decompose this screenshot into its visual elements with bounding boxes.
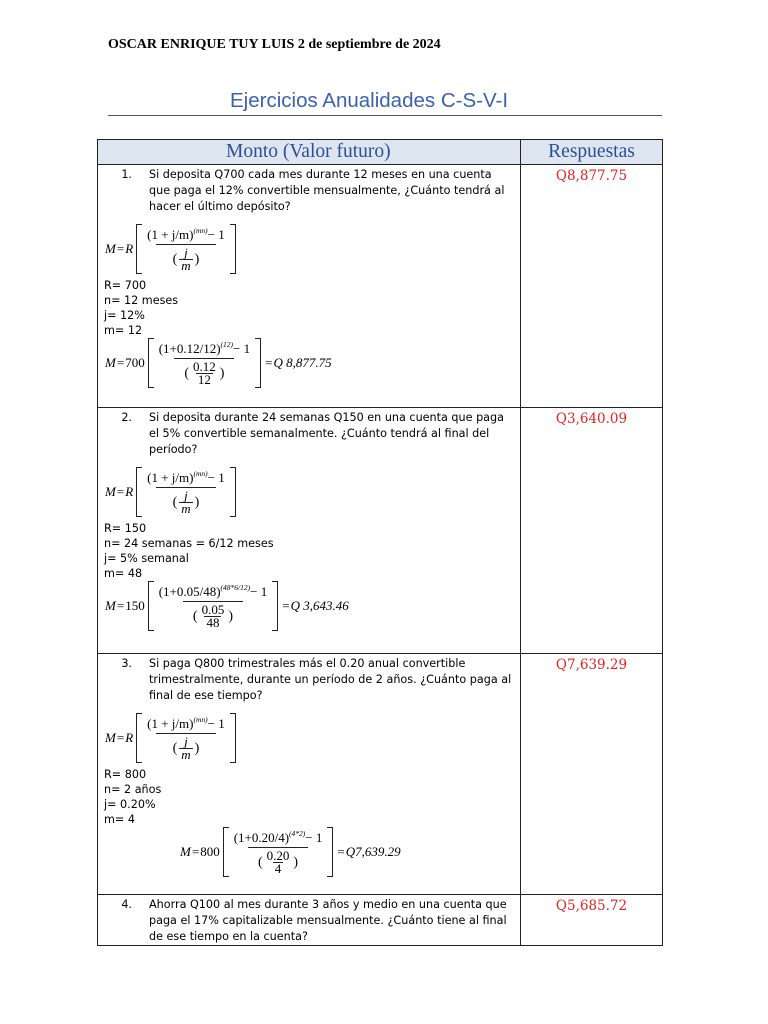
exercise-cell (98, 408, 521, 654)
calculation-formula: M = 150 $(1+0.05/48)^{(48*6/12)}- 1$ ( 0.05 48 ) = Q 3,643.46 (105, 583, 349, 630)
exercise-cell (98, 654, 521, 895)
calculation-formula: M = 700 $(1+0.12/12)^{(12)}- 1$ ( 0.12 12 ) = Q 8,877.75 (105, 340, 332, 387)
table-row (98, 895, 663, 946)
header-cell-answers: Respuestas (521, 140, 663, 165)
table-header-row (98, 140, 663, 165)
calculation-formula: M = 800 $(1+0.20/4)^{(4*2)}- 1$ ( 0.20 4 ) = Q7,639.29 (180, 829, 401, 876)
header-cell-main: Monto (Valor futuro) (98, 140, 521, 165)
answer-value: Q7,639.29 (555, 657, 628, 673)
answer-cell (521, 165, 663, 408)
answer-cell (521, 895, 663, 946)
answer-value: Q3,640.09 (555, 411, 628, 427)
answer-cell (521, 408, 663, 654)
variables-list: R= 700 n= 12 meses j= 12% m= 12 (104, 279, 179, 337)
table-row (98, 408, 663, 654)
table-row (98, 654, 663, 895)
general-formula: M = R $(1 + j/m)^{(mn)}- 1$ ( j m ) (98, 467, 520, 517)
title-underline (108, 115, 662, 116)
exercise-question: 2. Si deposita durante 24 semanas Q150 en una cuenta que paga el 5% convertible semanalmente. ¿Cuánto tendrá al final del período? (121, 411, 504, 456)
variables-list: R= 150 n= 24 semanas = 6/12 meses j= 5% semanal m= 48 (104, 522, 274, 580)
general-formula: M = R $(1 + j/m)^{(mn)}- 1$ ( j m ) (98, 713, 520, 763)
general-formula: M = R $(1 + j/m)^{(mn)}- 1$ ( j m ) (98, 224, 520, 274)
answer-value: Q5,685.72 (555, 898, 628, 914)
exercise-question: 1. Si deposita Q700 cada mes durante 12 meses en una cuenta que paga el 12% convertible mensualmente, ¿Cuánto tendrá al hacer el último depósito? (121, 168, 505, 213)
exercises-table (97, 139, 663, 946)
exercise-question: 3. Si paga Q800 trimestrales más el 0.20 anual convertible trimestralmente, durante un período de 2 años. ¿Cuánto paga al final de ese tiempo? (121, 657, 512, 702)
answer-cell (521, 654, 663, 895)
page-title: Ejercicios Anualidades C-S-V-I (230, 89, 509, 112)
exercise-question: 4. Ahorra Q100 al mes durante 3 años y medio en una cuenta que paga el 17% capitalizable mensualmente. ¿Cuánto tiene al final de ese tiempo en la cuenta? (121, 898, 507, 943)
exercise-cell (98, 165, 521, 408)
document-header: OSCAR ENRIQUE TUY LUIS 2 de septiembre de 2024 (108, 37, 441, 52)
exercise-cell (98, 895, 521, 946)
answer-value: Q8,877.75 (555, 168, 628, 184)
variables-list: R= 800 n= 2 años j= 0.20% m= 4 (104, 768, 162, 826)
table-row (98, 165, 663, 408)
